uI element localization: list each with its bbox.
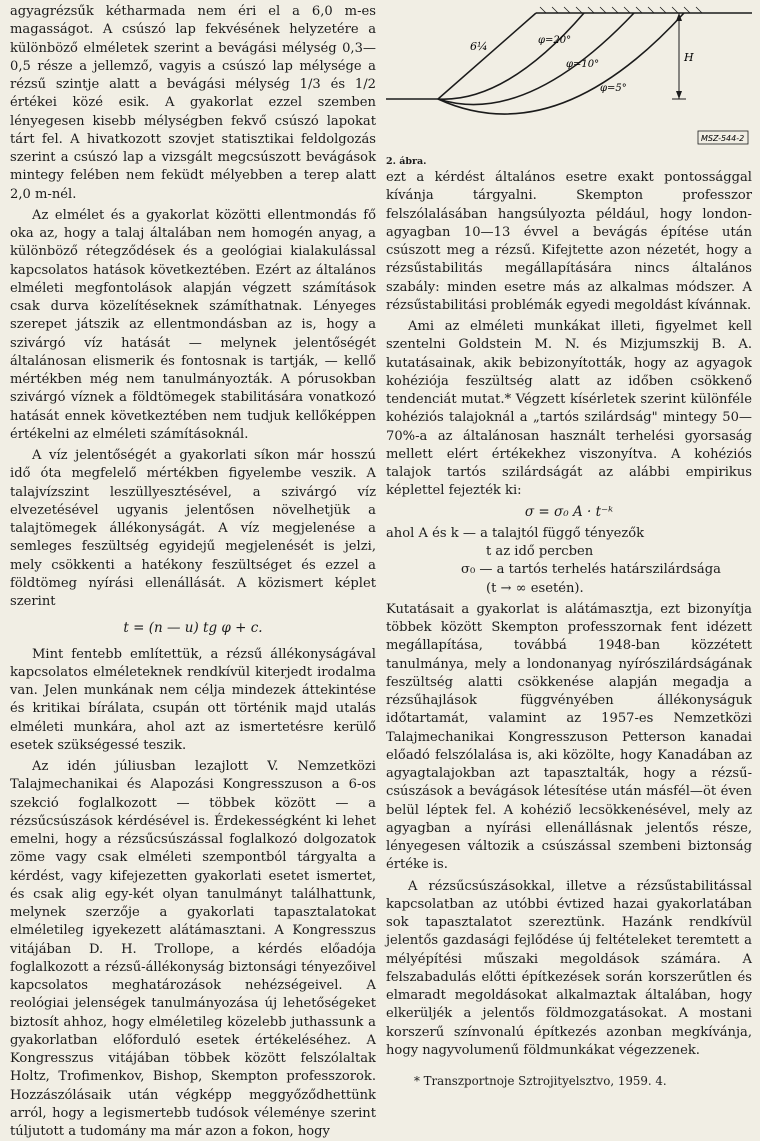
figure-caption: 2. ábra. [386,156,427,167]
ground-hatching [540,7,702,13]
paragraph-evidence: Kutatásait a gyakorlat is alátámasztja, ezt bizonyítja többek között Skempton professzornak fent idézett megállapítása, továbbá 1948-ban közzétett tanulmánya, mely a londonanyag nyírószilárdságának feszültség alatti csökkenése alapján megadja a rézsűhajlások függvényében állékonyságuk időtartamát, valamint az 1957-es Nemzetközi Talajmechanikai Kongresszuson Petterson kanadai előadó felszólalása is, aki közölte, hogy Kanadában az agyagtalajokban azt tapasztalták, hogy a rézsű-csúszások a bevágások létesítése után másfél—öt éven belül léptek fel. A kohéziő lecsökkenésével, mely az agyagban a nyírási ellenállásnak jelentős része, lényegesen változik a csúszással szembeni biztonság értéke is. [386,601,752,873]
definition-t: t az idő percben [486,544,594,559]
definition-a-k: ahol A és k — a talajtól függő tényezők [386,525,645,541]
left-column [10,3,376,1141]
definition-limit: (t → ∞ esetén). [486,580,584,596]
slope-ratio-label: 6¼ [470,40,488,53]
slip-circle-phi5 [438,13,684,114]
phi20-label: φ=20° [538,35,572,46]
right-column [386,3,752,1090]
phi5-label: φ=5° [600,83,627,94]
paragraph-water-role: A víz jelentőségét a gyakorlati síkon már hosszú idő óta megfelelő mértékben figyelembe veszik. A talajvízszint leszüllyesztésével, a szivárgó víz elvezetésével ugyanis jelentősen növelhetjük a talajtömegek állékonyságát. A víz megjelenése a semleges feszültség egyidejű megjelenését is jelzi, mely csökkenti a hatékony feszültséget és ezzel a földtömeg nyírási ellenállását. A közismert képlet szerint [10,448,376,609]
figure-slip-circles [386,3,752,169]
paragraph-goldstein: Ami az elméleti munkákat illeti, figyelmet kell szentelni Goldstein M. N. és Mizjumszkij B. A. kutatásainak, akik bebizonyították, hogy az agyagok kohéziója feszültség alatt az időben csökkenő tendenciát mutat.* Végzett kísérletek szerint különféle kohéziós talajoknál a „tartós szilárdság" mintegy 50—70%-a az általánosan használt terhelési gyorsaság mellett elért értékekhez viszonyítva. A kohéziós talajok tartós szilárdságát az alábbi empirikus képlettel fejezték ki: [386,319,752,499]
paragraph-literature: Mint fentebb említettük, a rézsű állékonyságával kapcsolatos elméleteknek rendkívül kiterjedt irodalma van. Jelen munkának nem célja mindezek áttekintése és kritikai bírálata, csupán ott történik majd utalás elméleti munkára, ahol azt az ismertetésre kerülő esetek szükségessé teszik. [10,646,376,753]
paragraph-congress: Az idén júliusban lezajlott V. Nemzetközi Talajmechanikai és Alapozási Kongresszuson a 6-os szekció foglalkozott — többek között — a rézsűcsúszások kérdésével is. Érdekességként ki lehet emelni, hogy a rézsűcsúszással foglalkozó dolgozatok zöme vagy csak elméleti szempontból tárgyalta a kérdést, vagy kifejezetten gyakorlati esetet ismertet, és csak alig egy-két olyan tanulmányt találhattunk, melynek szerzője a gyakorlati tapasztalatokat elméletileg igyekezett alátámasztani. A Kongresszus vitájában D. H. Trollope, a kérdés előadója foglalkozott a rézsű-állékonyság biztonsági tényezőivel kapcsolatos meghatározások nehézségeivel. A reológiai jelenségek tanulmányozása új lehetőségeket biztosít ahhoz, hogy elméletileg közelebb juthassunk a gyakorlatban előforduló esetek értékeléséhez. A Kongresszus vitájában többek között felszólaltak Holtz, Trofimenkov, Bishop, Skempton professzorok. Hozzászólásaik után végképp meggyőződhettünk arról, hogy a legismertebb tudósok véleménye szerint túljutott a tudomány ma már azon a fokon, hogy [10,759,376,1139]
footnote: * Transzportnoje Sztrojityelsztvo, 1959. 4. [414,1074,667,1088]
slip-circle-phi20 [438,13,584,99]
paragraph-slip-depth: agyagrézsűk kétharmada nem éri el a 6,0 m-es magasságot. A csúszó lap fekvésének helyzetére a különböző elméletek szerint a bevágási mélység 0,3—0,5 része a jellemző, vagyis a csúszó lap mélysége a rézsű szintje alatt a bevágási mélység 1/3 és 1/2 értékei közé esik. A gyakorlat ezzel szemben lényegesen kisebb mélységben fekvő csúszó lapokat tárt fel. A hivatkozott szovjet statisztikai feldolgozás szerint a csúszó lap a vizsgált megcsúszott bevágások mintegy felében nem feküdt mélyebben a terep alatt 2,0 m-nél. [10,4,376,202]
paragraph-domestic-practice: A rézsűcsúszásokkal, illetve a rézsűstabilitással kapcsolatban az utóbbi évtized hazai gyakorlatában sok tapasztalatot szereztünk. Hazánk rendkívül jelentős gazdasági fejlődése új feltételeket teremtett a mélyépítési műszaki megoldások számára. A felszabadulás előtti építkezések során korszerűtlen és elmaradt megoldásokat alkalmaztak általában, hogy elkerüljék a jelentős földmozgatásokat. A mostani korszerű színvonalú építkezés azonban megkívánja, hogy nagyvolumenű földmunkákat végezzenek. [386,878,752,1058]
slip-circle-diagram [386,3,752,169]
height-label: H [684,51,694,64]
phi10-label: φ=10° [566,59,600,70]
height-arrow-bottom [676,91,682,99]
long-term-strength-formula: σ = σ₀ A · t⁻ᵏ [524,503,614,520]
slope-line [438,13,536,99]
paragraph-theory-practice: Az elmélet és a gyakorlat közötti ellentmondás fő oka az, hogy a talaj általában nem homogén anyag, a különböző rétegződések és a geológiai kialakulással kapcsolatos hatások következtében. Ezért az általános elméleti megfontolások alapján végzett számítások csak durva közelítéseknek számíthatnak. Lényeges szerepet játszik az ellentmondásban az is, hogy a szivárgó víz hatását — melynek jelentőségét általánosan elismerik és fontosnak is tartják, — kellő mértékben még nem tanulmányozták. A pórusokban szivárgó víznek a földtömegek stabilitására vonatkozó hatását ennek következtében nem tudjuk kellőképpen értékelni az elméleti számításoknál. [10,207,376,442]
definition-sigma0: σ₀ — a tartós terhelés határszilárdsága [461,562,721,578]
shear-strength-formula: t = (n — u) tg φ + c. [123,620,263,637]
figure-stamp-text: MSZ-544-2 [701,134,745,143]
paragraph-skempton: ezt a kérdést általános esetre exakt pontossággal kívánja tárgyalni. Skempton professzor felszólalásában hangsúlyozta például, hogy london-agyagban 10—13 évvel a bevágás építése után csúszott meg a rézsű. Kifejtette azon nézetét, hogy a rézsűstabilitás megállapítására nincs általános szabály: minden esetre más az alkalmas módszer. A rézsűstabilitási problémák egyedi megoldást kívánnak. [386,170,752,313]
